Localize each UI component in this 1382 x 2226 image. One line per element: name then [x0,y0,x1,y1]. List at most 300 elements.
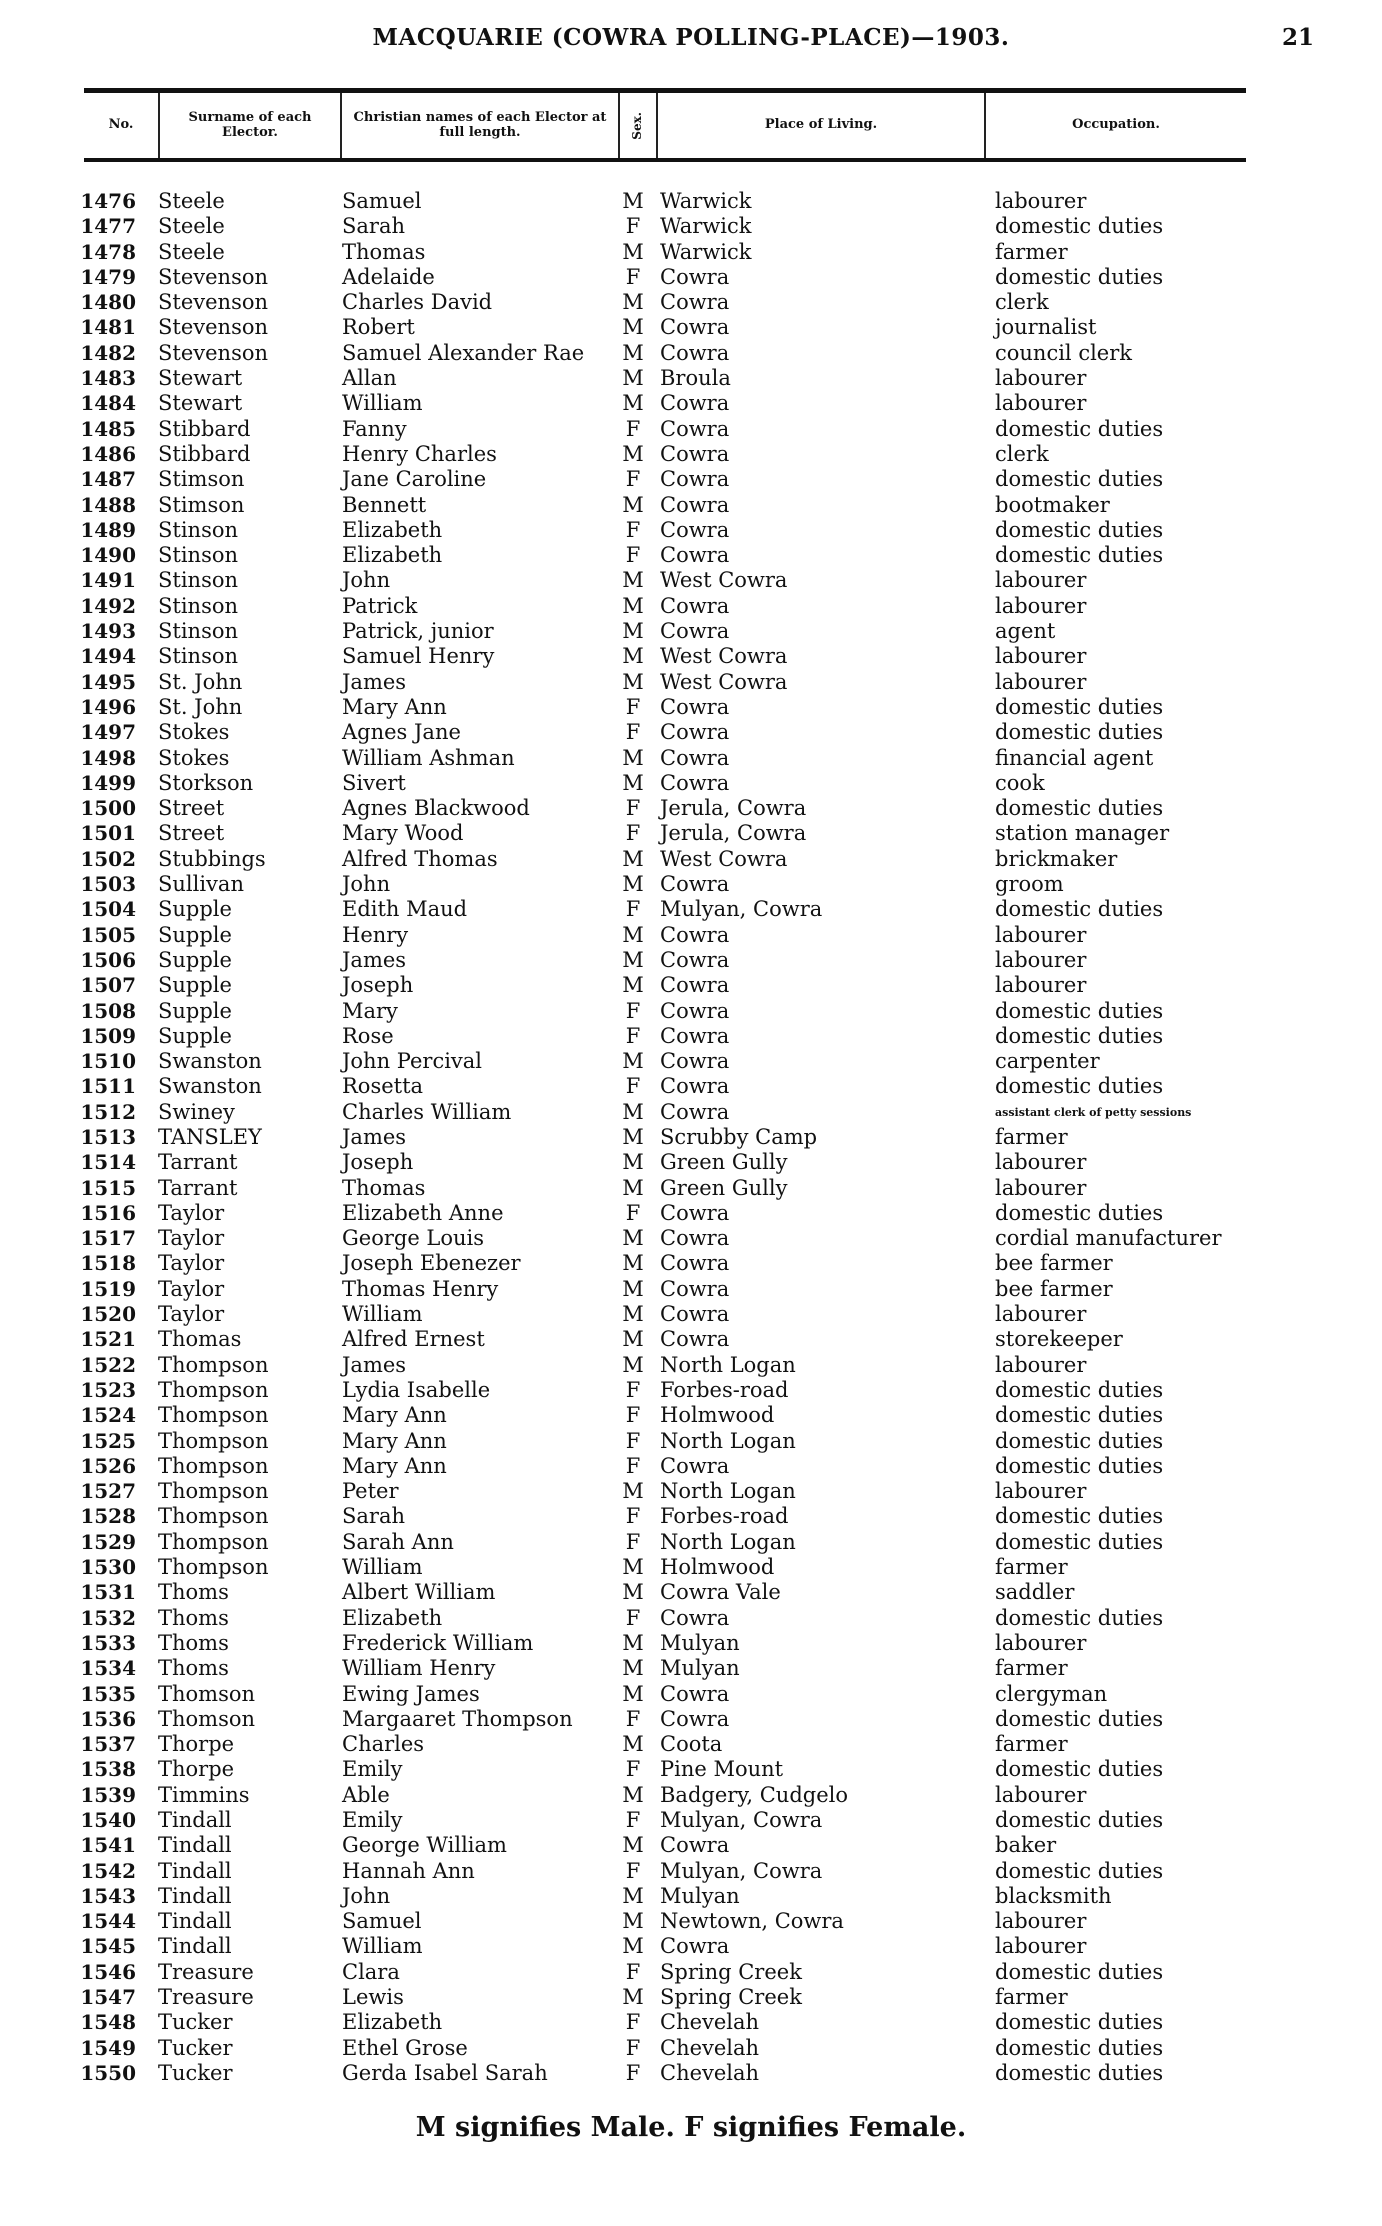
elector-christian-names: Agnes Blackwood [342,796,530,821]
elector-place-of-living: Spring Creek [660,1959,802,1984]
elector-sex: F [625,543,641,568]
elector-number: 1523 [80,1377,136,1402]
elector-surname: Supple [158,998,232,1023]
elector-sex: M [622,619,644,644]
elector-occupation: domestic duties [995,1074,1164,1099]
elector-row [0,1580,1382,1605]
elector-sex: F [625,1403,641,1428]
elector-row [0,999,1382,1024]
elector-place-of-living: Cowra [660,391,730,416]
elector-number: 1517 [80,1226,136,1251]
elector-number: 1505 [80,922,136,947]
elector-place-of-living: Cowra [660,1099,730,1124]
elector-occupation: labourer [995,922,1087,947]
elector-row [0,2036,1382,2061]
elector-surname: Steele [158,214,225,239]
elector-place-of-living: Cowra [660,492,730,517]
elector-row [0,897,1382,922]
elector-number: 1519 [80,1276,136,1301]
elector-christian-names: Joseph Ebenezer [342,1251,521,1276]
elector-occupation: blacksmith [995,1883,1112,1908]
elector-number: 1507 [80,973,136,998]
elector-place-of-living: Holmwood [660,1555,775,1580]
elector-row [0,1656,1382,1681]
elector-christian-names: Samuel [342,1909,422,1934]
elector-surname: Stibbard [158,441,251,466]
elector-row [0,315,1382,340]
elector-surname: Street [158,821,225,846]
elector-occupation: domestic duties [995,1808,1164,1832]
elector-number: 1532 [80,1605,136,1630]
elector-row [0,391,1382,416]
elector-occupation: cook [995,770,1045,795]
elector-row [0,1454,1382,1479]
elector-surname: Thompson [158,1504,269,1529]
elector-christian-names: Alfred Ernest [342,1327,485,1352]
elector-number: 1498 [80,745,136,770]
page-title: MACQUARIE (COWRA POLLING-PLACE)—1903. [372,24,1010,51]
elector-number: 1540 [80,1808,136,1832]
elector-surname: Tucker [158,2035,233,2060]
elector-number: 1524 [80,1403,136,1428]
elector-sex: F [625,517,641,542]
elector-row [0,1125,1382,1150]
elector-christian-names: George Louis [342,1226,485,1251]
elector-occupation: domestic duties [995,1428,1164,1453]
elector-place-of-living: Cowra [660,543,730,568]
elector-sex: F [625,821,641,846]
elector-surname: Swanston [158,1049,262,1074]
elector-christian-names: Joseph [342,1150,414,1175]
elector-number: 1483 [80,366,136,391]
elector-number: 1538 [80,1757,136,1782]
elector-christian-names: Mary Ann [342,694,447,719]
elector-surname: Taylor [158,1251,225,1276]
elector-occupation: cordial manufacturer [995,1226,1222,1251]
column-header-christian-names: Christian names of each Elector at full length. [353,109,607,140]
elector-christian-names: Patrick [342,593,418,618]
elector-place-of-living: West Cowra [660,644,788,669]
elector-place-of-living: Cowra [660,973,730,998]
elector-number: 1548 [80,2010,136,2035]
elector-number: 1549 [80,2035,136,2060]
elector-sex: M [622,644,644,669]
elector-row [0,1757,1382,1782]
elector-occupation: labourer [995,1934,1087,1959]
header-bottom-rule [84,158,1246,162]
elector-sex: F [625,1023,641,1048]
elector-row [0,1251,1382,1276]
elector-surname: TANSLEY [158,1124,262,1149]
elector-occupation: labourer [995,644,1087,669]
elector-occupation: domestic duties [995,416,1164,441]
elector-occupation: agent [995,619,1056,644]
elector-christian-names: Fanny [342,416,407,441]
elector-row [0,1504,1382,1529]
elector-number: 1477 [80,214,136,239]
elector-surname: Thompson [158,1479,269,1504]
elector-christian-names: Edith Maud [342,897,468,922]
elector-surname: Thorpe [158,1732,235,1757]
elector-sex: M [622,1909,644,1934]
elector-place-of-living: Warwick [660,189,752,213]
elector-christian-names: Charles David [342,290,493,315]
elector-sex: M [622,366,644,391]
elector-sex: M [622,1681,644,1706]
elector-row [0,973,1382,998]
elector-number: 1510 [80,1049,136,1074]
elector-sex: M [622,1251,644,1276]
elector-occupation: farmer [995,239,1068,264]
elector-number: 1493 [80,619,136,644]
elector-sex: M [622,1124,644,1149]
elector-surname: St. John [158,694,243,719]
elector-row [0,1049,1382,1074]
elector-place-of-living: Spring Creek [660,1985,802,2010]
elector-place-of-living: Forbes-road [660,1377,789,1402]
elector-occupation: domestic duties [995,694,1164,719]
elector-surname: Thomas [158,1327,242,1352]
elector-christian-names: Gerda Isabel Sarah [342,2060,548,2085]
elector-number: 1535 [80,1681,136,1706]
elector-number: 1516 [80,1200,136,1225]
elector-number: 1543 [80,1883,136,1908]
elector-occupation: labourer [995,1630,1087,1655]
elector-sex: F [625,1706,641,1731]
elector-place-of-living: Cowra [660,922,730,947]
elector-occupation: domestic duties [995,467,1164,492]
elector-sex: M [622,1226,644,1251]
elector-surname: Thomson [158,1681,256,1706]
elector-place-of-living: North Logan [660,1428,796,1453]
elector-place-of-living: Green Gully [660,1150,788,1175]
elector-number: 1509 [80,1023,136,1048]
elector-surname: Storkson [158,770,254,795]
column-header-place: Place of Living. [764,117,878,133]
elector-row [0,644,1382,669]
elector-sex: F [625,1453,641,1478]
elector-number: 1488 [80,492,136,517]
elector-occupation: storekeeper [995,1327,1123,1352]
elector-surname: Stewart [158,391,243,416]
elector-sex: M [622,745,644,770]
elector-christian-names: Jane Caroline [342,467,487,492]
elector-occupation: domestic duties [995,897,1164,922]
elector-christian-names: Lydia Isabelle [342,1377,491,1402]
elector-christian-names: Lewis [342,1985,404,2010]
elector-row [0,1682,1382,1707]
elector-sex: F [625,998,641,1023]
elector-place-of-living: Cowra [660,1681,730,1706]
elector-number: 1527 [80,1479,136,1504]
elector-number: 1481 [80,315,136,340]
elector-sex: M [622,922,644,947]
elector-row [0,746,1382,771]
elector-place-of-living: Cowra [660,1276,730,1301]
elector-sex: M [622,872,644,897]
elector-place-of-living: Cowra [660,947,730,972]
elector-number: 1489 [80,517,136,542]
elector-place-of-living: Cowra [660,1327,730,1352]
elector-occupation: domestic duties [995,1757,1164,1782]
elector-row [0,1555,1382,1580]
elector-row [0,1631,1382,1656]
elector-row [0,467,1382,492]
elector-christian-names: Mary Ann [342,1403,447,1428]
elector-place-of-living: Warwick [660,214,752,239]
elector-christian-names: Emily [342,1808,403,1832]
elector-surname: Taylor [158,1200,225,1225]
elector-place-of-living: Cowra [660,1049,730,1074]
elector-place-of-living: Cowra Vale [660,1580,781,1605]
elector-occupation: bee farmer [995,1251,1113,1276]
column-header-no: No. [108,117,134,133]
elector-occupation: station manager [995,821,1170,846]
elector-sex: F [625,1529,641,1554]
elector-place-of-living: Cowra [660,694,730,719]
elector-christian-names: Frederick William [342,1630,534,1655]
elector-christian-names: Joseph [342,973,414,998]
elector-surname: Supple [158,973,232,998]
elector-christian-names: Bennett [342,492,427,517]
elector-sex: M [622,1732,644,1757]
elector-sex: M [622,770,644,795]
elector-surname: Supple [158,947,232,972]
elector-christian-names: John [342,1883,391,1908]
elector-row [0,442,1382,467]
elector-place-of-living: Chevelah [660,2035,760,2060]
elector-occupation: clergyman [995,1681,1108,1706]
elector-place-of-living: North Logan [660,1529,796,1554]
elector-row [0,1884,1382,1909]
elector-row [0,1277,1382,1302]
elector-occupation: journalist [995,315,1097,340]
elector-surname: Stimson [158,492,245,517]
elector-place-of-living: West Cowra [660,568,788,593]
elector-surname: Stinson [158,568,239,593]
elector-place-of-living: Chevelah [660,2060,760,2085]
elector-row [0,1074,1382,1099]
elector-christian-names: Sarah [342,214,405,239]
elector-row [0,1530,1382,1555]
elector-christian-names: John [342,568,391,593]
elector-surname: Tindall [158,1858,232,1883]
elector-row [0,847,1382,872]
elector-row [0,670,1382,695]
elector-occupation: bee farmer [995,1276,1113,1301]
elector-row [0,290,1382,315]
elector-christian-names: Agnes Jane [342,720,461,745]
elector-surname: Thompson [158,1529,269,1554]
elector-number: 1530 [80,1555,136,1580]
elector-surname: Thoms [158,1605,229,1630]
elector-christian-names: Charles [342,1732,425,1757]
elector-occupation: domestic duties [995,264,1164,289]
elector-occupation: domestic duties [995,1706,1164,1731]
elector-sex: F [625,2060,641,2085]
elector-occupation: baker [995,1833,1057,1858]
elector-occupation: domestic duties [995,1023,1164,1048]
elector-christian-names: James [342,1352,407,1377]
elector-occupation: labourer [995,1479,1087,1504]
elector-occupation: clerk [995,290,1049,315]
elector-christian-names: James [342,1124,407,1149]
elector-surname: Taylor [158,1302,225,1327]
elector-place-of-living: Green Gully [660,1175,788,1200]
elector-surname: Stevenson [158,290,269,315]
elector-surname: Tindall [158,1833,232,1858]
elector-occupation: domestic duties [995,2010,1164,2035]
elector-number: 1485 [80,416,136,441]
elector-christian-names: Rose [342,1023,394,1048]
elector-place-of-living: Pine Mount [660,1757,784,1782]
elector-number: 1492 [80,593,136,618]
elector-christian-names: Sarah [342,1504,405,1529]
elector-surname: Taylor [158,1276,225,1301]
elector-place-of-living: Cowra [660,1251,730,1276]
elector-number: 1479 [80,264,136,289]
elector-row [0,720,1382,745]
elector-sex: F [625,264,641,289]
elector-row [0,1353,1382,1378]
elector-surname: Swanston [158,1074,262,1099]
elector-surname: Stinson [158,543,239,568]
elector-christian-names: Mary Ann [342,1428,447,1453]
elector-christian-names: Margaaret Thompson [342,1706,573,1731]
elector-sex: F [625,214,641,239]
elector-christian-names: William [342,1934,423,1959]
elector-sex: M [622,1302,644,1327]
elector-number: 1500 [80,796,136,821]
elector-row [0,1934,1382,1959]
elector-christian-names: Samuel [342,189,422,213]
elector-christian-names: Patrick, junior [342,619,494,644]
elector-place-of-living: Cowra [660,1074,730,1099]
elector-place-of-living: Cowra [660,1302,730,1327]
elector-occupation: domestic duties [995,1605,1164,1630]
elector-christian-names: Charles William [342,1099,512,1124]
elector-row [0,518,1382,543]
elector-place-of-living: Cowra [660,1200,730,1225]
elector-christian-names: Thomas Henry [342,1276,499,1301]
elector-number: 1529 [80,1529,136,1554]
elector-christian-names: Elizabeth [342,543,443,568]
elector-place-of-living: North Logan [660,1352,796,1377]
elector-christian-names: Able [342,1782,390,1807]
elector-surname: Tarrant [158,1150,238,1175]
elector-occupation: domestic duties [995,1200,1164,1225]
elector-sex: M [622,1630,644,1655]
elector-occupation: assistant clerk of petty sessions [995,1105,1192,1119]
elector-christian-names: Mary Wood [342,821,464,846]
elector-surname: Treasure [158,1959,254,1984]
elector-occupation: domestic duties [995,720,1164,745]
elector-occupation: domestic duties [995,214,1164,239]
elector-christian-names: John [342,872,391,897]
elector-row [0,948,1382,973]
elector-number: 1495 [80,669,136,694]
elector-number: 1534 [80,1656,136,1681]
elector-number: 1478 [80,239,136,264]
elector-christian-names: Thomas [342,239,426,264]
elector-sex: M [622,669,644,694]
elector-surname: Thompson [158,1352,269,1377]
elector-occupation: council clerk [995,340,1132,365]
elector-sex: M [622,290,644,315]
elector-surname: Thompson [158,1453,269,1478]
elector-place-of-living: Forbes-road [660,1504,789,1529]
elector-row [0,568,1382,593]
elector-occupation: labourer [995,1909,1087,1934]
elector-place-of-living: Cowra [660,290,730,315]
elector-number: 1487 [80,467,136,492]
elector-number: 1486 [80,441,136,466]
elector-surname: Stevenson [158,340,269,365]
elector-occupation: farmer [995,1124,1068,1149]
elector-surname: Stokes [158,720,230,745]
elector-christian-names: Emily [342,1757,403,1782]
elector-row [0,1429,1382,1454]
elector-number: 1515 [80,1175,136,1200]
elector-occupation: domestic duties [995,1403,1164,1428]
elector-christian-names: Elizabeth Anne [342,1200,504,1225]
elector-surname: Thompson [158,1428,269,1453]
elector-place-of-living: Cowra [660,872,730,897]
elector-occupation: groom [995,872,1064,897]
elector-sex: M [622,1580,644,1605]
sex-legend-footer: M signifies Male. F signifies Female. [415,2112,967,2143]
column-header-sex-cell [620,93,656,158]
elector-surname: Thompson [158,1555,269,1580]
elector-surname: Thoms [158,1630,229,1655]
elector-christian-names: Alfred Thomas [342,846,498,871]
elector-surname: Thoms [158,1656,229,1681]
elector-occupation: financial agent [995,745,1154,770]
elector-number: 1506 [80,947,136,972]
elector-surname: Treasure [158,1985,254,2010]
elector-place-of-living: Cowra [660,998,730,1023]
elector-occupation: labourer [995,973,1087,998]
elector-sex: M [622,1049,644,1074]
elector-row [0,1100,1382,1125]
elector-sex: M [622,1352,644,1377]
elector-place-of-living: Cowra [660,1833,730,1858]
elector-row [0,923,1382,948]
elector-christian-names: Mary Ann [342,1453,447,1478]
elector-place-of-living: Scrubby Camp [660,1124,818,1149]
elector-number: 1520 [80,1302,136,1327]
elector-place-of-living: Newtown, Cowra [660,1909,844,1934]
elector-surname: Tindall [158,1883,232,1908]
elector-place-of-living: Holmwood [660,1403,775,1428]
elector-place-of-living: Broula [660,366,731,391]
elector-row [0,796,1382,821]
column-header-surname: Surname of each Elector. [188,109,312,140]
elector-row [0,594,1382,619]
elector-number: 1531 [80,1580,136,1605]
elector-sex: F [625,416,641,441]
elector-place-of-living: Cowra [660,1605,730,1630]
elector-christian-names: Samuel Henry [342,644,495,669]
elector-surname: Steele [158,239,225,264]
elector-place-of-living: Mulyan [660,1883,740,1908]
elector-sex: M [622,391,644,416]
elector-sex: M [622,568,644,593]
elector-surname: Stewart [158,366,243,391]
elector-number: 1494 [80,644,136,669]
elector-number: 1542 [80,1858,136,1883]
elector-sex: F [625,897,641,922]
